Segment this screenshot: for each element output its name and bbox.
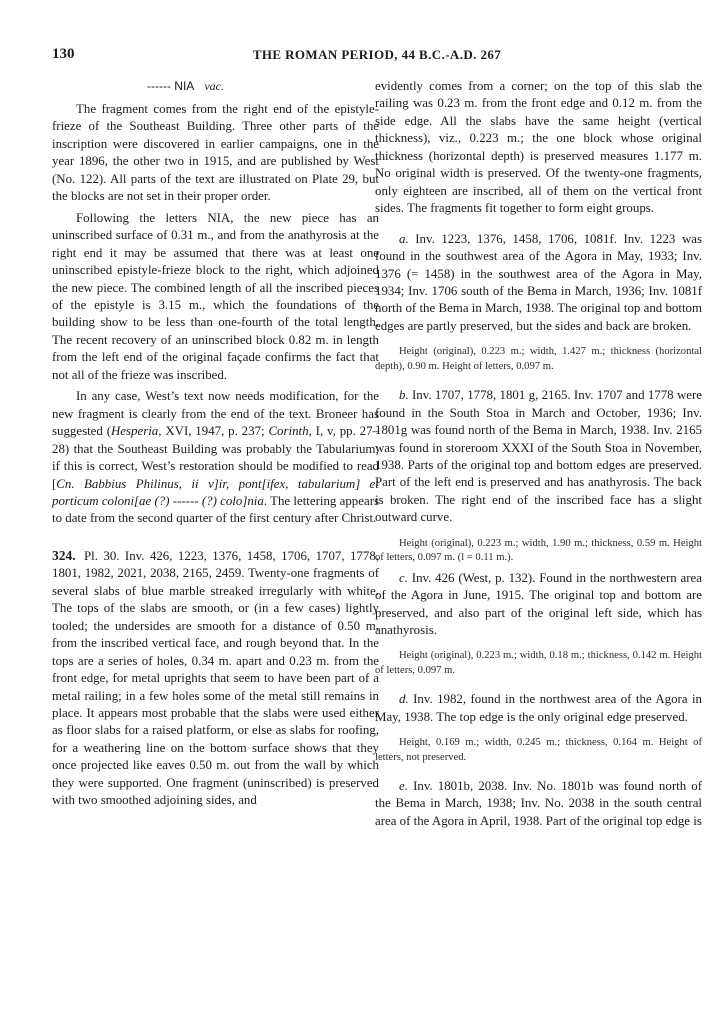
- restored-text: Cn. Babbius Philinus, ii v]ir, pont[ifex, tabularium] et porticum coloni[ae (?) ------ (?) colo]nia: [52, 476, 379, 508]
- group-d-dimensions: Height, 0.169 m.; width, 0.245 m.; thickness, 0.164 m. Height of letters, not preserved.: [375, 737, 702, 763]
- catalog-entry-324: [52, 548, 379, 810]
- group-c: c. Inv. 426 (West, p. 132). Found in the northwestern area of the Agora in June, 1915. The original top and bottom are preserved, and also part of the original left side, which has anathyrosis.: [375, 570, 702, 637]
- entry-description: Pl. 30. Inv. 426, 1223, 1376, 1458, 1706, 1707, 1778, 1801, 1982, 2021, 2038, 2165, 2459. Twenty-one fragments of several slabs of blue marble streaked irregularly with white. The tops of the slabs are smooth, or (in a few cases) lightly tooled; the undersides are smooth for a distance of 0.50 m. from the inscribed vertical face, and rough beyond that. In the tops are a series of holes, 0.34 m. apart and 0.23 m. from the front edge, for metal uprights that seem to have been part of a metal railing; in a few holes some of the metal still remains in place. It appears most probable that the slabs were used either as floor slabs for a raised platform, or else as slabs for roofing, for a weathering line on the bottom surface shows that they once projected like eaves 0.50 m. out from the wall by which they were supported. One fragment (uninscribed) is preserved with two smoothed adjoining sides, and: [52, 548, 379, 808]
- paragraph-fragment-origin: The fragment comes from the right end of the epistyle-frieze of the Southeast Building. Three other parts of the inscription were discovered in earlier campaigns, one in the year 1896, the other two in 1915, and are published by West (No. 122). All parts of the text are illustrated on Plate 29, but the blocks are not set in their proper order.: [52, 102, 379, 204]
- left-column: [52, 78, 379, 810]
- group-a-dimensions: Height (original), 0.223 m.; width, 1.427 m.; thickness (horizontal depth), 0.90 m. Height of letters, 0.097 m.: [375, 346, 702, 372]
- citation-corinth: Corinth: [268, 424, 309, 439]
- group-b-dimensions: Height (original), 0.223 m.; width, 1.90 m.; thickness, 0.59 m. Height of letters, 0.097 m. (l = 0.11 m.).: [375, 537, 702, 564]
- running-title: THE ROMAN PERIOD, 44 B.C.-A.D. 267: [252, 47, 502, 62]
- group-c-dimensions: Height (original), 0.223 m.; width, 0.18 m.; thickness, 0.142 m. Height of letters, 0.097 m.: [375, 650, 702, 676]
- paragraph-uninscribed-surface: Following the letters NIA, the new piece has an uninscribed surface of 0.31 m., and from the anathyrosis at the right end it may be assumed that there was at least one uninscribed epistyle-frieze block to the right, which adjoined the new piece. The combined length of all the inscribed pieces of the epistyle is 3.15 m., which the foundations of the building show to be less than one-fourth of the total length. The recent recovery of an uninscribed block 0.82 m. in length from the left end of the original façade confirms the fact that not all of the frieze was inscribed.: [52, 210, 379, 382]
- group-e-label: e.: [399, 778, 408, 793]
- right-column: [375, 78, 702, 830]
- group-c-label: c.: [399, 570, 408, 585]
- epigraph-vacat: vac.: [204, 79, 224, 93]
- group-b-label: b.: [399, 388, 409, 403]
- page-number: 130: [52, 46, 75, 62]
- group-d-label: d.: [399, 692, 409, 707]
- entry-number: 324.: [52, 547, 76, 563]
- inscription-epigraph: [52, 78, 379, 95]
- paragraph-restoration: In any case, West’s text now needs modification, for the new fragment is clearly from the end of the text. Broneer has suggested (Hesperia, XVI, 1947, p. 237; Corinth, I, v, pp. 27–28) that the Southeast Building was probably the Tabularium; if this is correct, West’s restoration should be modified to read [Cn. Babbius Philinus, ii v]ir, pont[ifex, tabularium] et porticum coloni[ae (?) ------ (?) colo]nia. The lettering appears to date from the second quarter of the first century after Christ.: [52, 389, 380, 526]
- page-header: [52, 46, 702, 66]
- group-a-label: a.: [399, 231, 409, 246]
- group-b: b. Inv. 1707, 1778, 1801 g, 2165. Inv. 1707 and 1778 were found in the South Stoa in March and October, 1936; Inv. 1801g was found north of the Bema in March, 1938. Inv. 2165 was found in storeroom XXXI of the South Stoa in November, 1938. Parts of the original top and bottom edges are preserved. Part of the left end is preserved and has anathyrosis. The back is broken. The right end of the inscribed face has a slight outward curve.: [375, 388, 702, 525]
- epigraph-letters: ------ NIA: [147, 79, 195, 93]
- group-a: a. Inv. 1223, 1376, 1458, 1706, 1081f. Inv. 1223 was found in the southwest area of the Agora in May, 1933; Inv. 1376 (= 1458) in the southwest area of the Agora in May, 1934; Inv. 1706 south of the Bema in March, 1936; Inv. 1081f north of the Bema in March, 1938. The original top and bottom edges are partly preserved, but the sides and back are broken.: [375, 231, 702, 333]
- citation-hesperia: Hesperia: [110, 424, 159, 439]
- group-e: e. Inv. 1801b, 2038. Inv. No. 1801b was found north of the Bema in March, 1938; Inv. No. 2038 in the south central area of the Agora in April, 1938. Part of the original top edge is: [375, 778, 702, 828]
- paragraph-slab-dimensions: evidently comes from a corner; on the top of this slab the railing was 0.23 m. from the front edge and 0.12 m. from the side edge. All the slabs have the same height (vertical thickness), viz., 0.223 m.; the one block whose original thickness (horizontal depth) is preserved measures 1.177 m. No original width is preserved. Of the twenty-one fragments, only eighteen are inscribed, all of them on the vertical front sides. The fragments fit together to form eight groups.: [375, 79, 702, 216]
- group-d: d. Inv. 1982, found in the northwest area of the Agora in May, 1938. The top edge is the only original edge preserved.: [375, 692, 702, 724]
